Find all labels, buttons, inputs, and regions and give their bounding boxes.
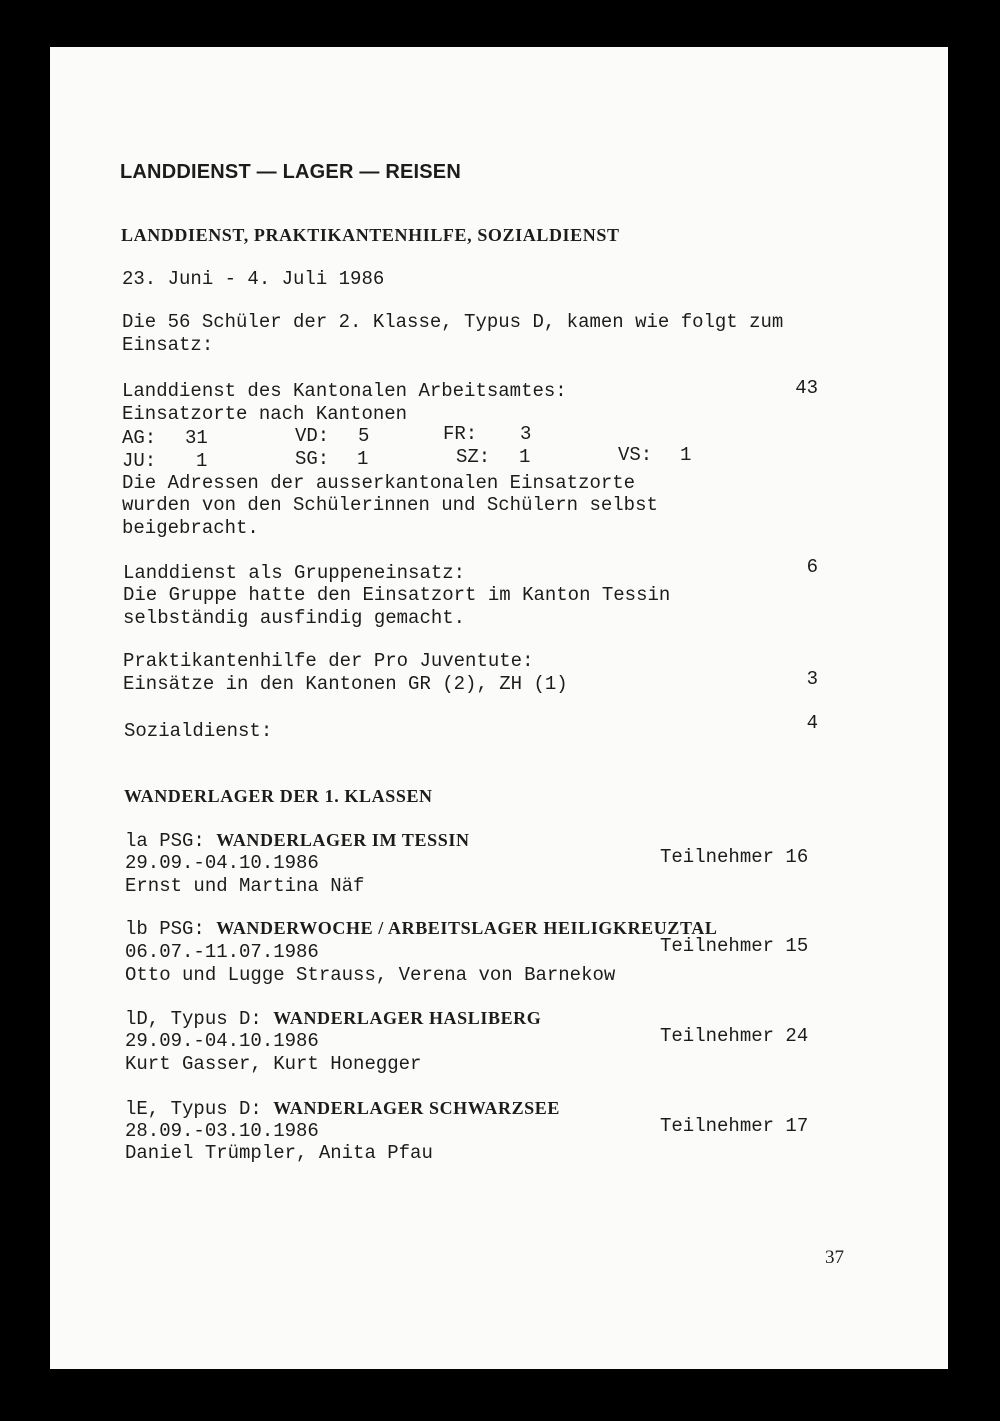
- camp-leaders: Kurt Gasser, Kurt Honegger: [125, 1053, 422, 1075]
- intro-text: Die 56 Schüler der 2. Klasse, Typus D, kamen wie folgt zum: [122, 311, 784, 333]
- camp-name: WANDERWOCHE / ARBEITSLAGER HEILIGKREUZTAL: [216, 918, 718, 938]
- gruppe-count: 6: [806, 556, 818, 578]
- canton-code: JU:: [122, 450, 157, 472]
- camp-prefix: la PSG:: [125, 830, 217, 852]
- camp-prefix: lD, Typus D:: [125, 1008, 274, 1030]
- gruppe-label: Landdienst als Gruppeneinsatz:: [123, 562, 466, 584]
- camp-participants: Teilnehmer 16: [660, 846, 809, 868]
- section-dates: 23. Juni - 4. Juli 1986: [122, 268, 385, 290]
- sozial-label: Sozialdienst:: [124, 720, 273, 742]
- canton-value: 1: [357, 448, 369, 470]
- document-page: [50, 47, 948, 1369]
- section-heading-wanderlager: WANDERLAGER DER 1. KLASSEN: [124, 786, 433, 806]
- camp-dates: 06.07.-11.07.1986: [125, 941, 319, 963]
- page-number: 37: [825, 1247, 844, 1268]
- camp-name: WANDERLAGER SCHWARZSEE: [273, 1098, 560, 1118]
- canton-value: 1: [519, 446, 531, 468]
- camp-name: WANDERLAGER IM TESSIN: [216, 830, 470, 850]
- camp-prefix: lE, Typus D:: [125, 1098, 274, 1120]
- sozial-count: 4: [806, 712, 818, 734]
- landdienst-note: Die Adressen der ausserkantonalen Einsatzorte: [122, 472, 636, 494]
- praktikanten-text: Einsätze in den Kantonen GR (2), ZH (1): [123, 673, 568, 695]
- landdienst-note: wurden von den Schülerinnen und Schülern selbst: [122, 494, 658, 516]
- camp-name: WANDERLAGER HASLIBERG: [273, 1008, 542, 1028]
- landdienst-label: Landdienst des Kantonalen Arbeitsamtes:: [122, 380, 567, 402]
- canton-code: FR:: [443, 423, 478, 445]
- canton-code: SZ:: [456, 446, 491, 468]
- camp-dates: 29.09.-04.10.1986: [125, 1030, 319, 1052]
- canton-code: VD:: [295, 425, 330, 447]
- camp-title: [125, 829, 470, 852]
- gruppe-text: Die Gruppe hatte den Einsatzort im Kanton Tessin: [123, 584, 671, 606]
- canton-value: 1: [680, 444, 692, 466]
- camp-dates: 28.09.-03.10.1986: [125, 1120, 319, 1142]
- camp-leaders: Ernst und Martina Näf: [125, 875, 365, 897]
- intro-text: Einsatz:: [122, 334, 214, 356]
- canton-value: 5: [358, 425, 370, 447]
- section-heading-landdienst: LANDDIENST, PRAKTIKANTENHILFE, SOZIALDIENST: [121, 225, 620, 245]
- praktikanten-label: Praktikantenhilfe der Pro Juventute:: [123, 650, 534, 672]
- camp-leaders: Daniel Trümpler, Anita Pfau: [125, 1142, 433, 1164]
- canton-code: VS:: [618, 444, 653, 466]
- landdienst-sub: Einsatzorte nach Kantonen: [122, 403, 408, 425]
- landdienst-count: 43: [795, 377, 818, 399]
- camp-title: [125, 917, 717, 940]
- canton-code: SG:: [295, 448, 330, 470]
- camp-participants: Teilnehmer 15: [660, 935, 809, 957]
- camp-title: [125, 1097, 560, 1120]
- camp-dates: 29.09.-04.10.1986: [125, 852, 319, 874]
- gruppe-text: selbständig ausfindig gemacht.: [123, 607, 466, 629]
- canton-value: 31: [185, 427, 208, 449]
- page-title: LANDDIENST — LAGER — REISEN: [120, 161, 461, 183]
- camp-title: [125, 1007, 541, 1030]
- camp-leaders: Otto und Lugge Strauss, Verena von Barnekow: [125, 964, 616, 986]
- canton-code: AG:: [122, 427, 157, 449]
- camp-participants: Teilnehmer 24: [660, 1025, 809, 1047]
- canton-value: 3: [520, 423, 532, 445]
- canton-value: 1: [196, 450, 208, 472]
- camp-participants: Teilnehmer 17: [660, 1115, 809, 1137]
- landdienst-note: beigebracht.: [122, 517, 259, 539]
- camp-prefix: lb PSG:: [125, 918, 217, 940]
- praktikanten-count: 3: [806, 668, 818, 690]
